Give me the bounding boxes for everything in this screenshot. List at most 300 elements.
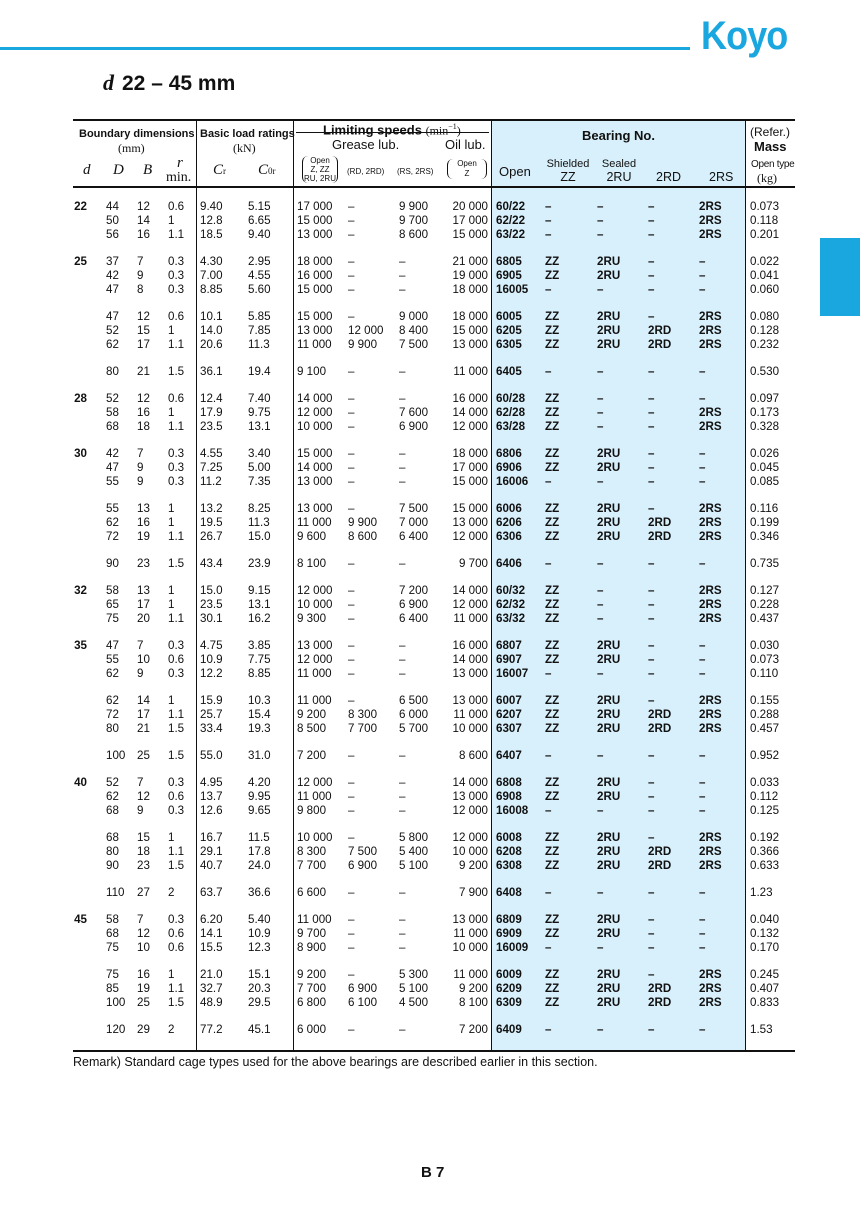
cell-C0r: 9.95 bbox=[248, 790, 271, 803]
cell-rd: 2RD bbox=[648, 530, 672, 543]
cell-g2: – bbox=[348, 406, 355, 419]
cell-D: 52 bbox=[106, 392, 119, 405]
cell-d: 25 bbox=[74, 255, 87, 268]
cell-B: 8 bbox=[137, 283, 144, 296]
cell-Cr: 40.7 bbox=[200, 859, 223, 872]
cell-D: 42 bbox=[106, 447, 119, 460]
cell-mass: 0.228 bbox=[750, 598, 780, 611]
cell-ru: 2RU bbox=[597, 255, 621, 268]
cell-mass: 0.080 bbox=[750, 310, 780, 323]
cell-C0r: 15.4 bbox=[248, 708, 271, 721]
cell-D: 56 bbox=[106, 228, 119, 241]
cell-g2: – bbox=[348, 831, 355, 844]
cell-oil: 15 000 bbox=[452, 228, 488, 241]
cell-g2: – bbox=[348, 653, 355, 666]
cell-no: 6208 bbox=[496, 845, 522, 858]
cell-g2: – bbox=[348, 639, 355, 652]
cell-mass: 0.022 bbox=[750, 255, 780, 268]
cell-mass: 0.125 bbox=[750, 804, 780, 817]
cell-C0r: 7.85 bbox=[248, 324, 271, 337]
cell-rs: – bbox=[699, 886, 706, 899]
cell-rd: – bbox=[648, 831, 655, 844]
cell-g3: – bbox=[399, 365, 406, 378]
cell-g1: 7 700 bbox=[297, 859, 327, 872]
mass-unit: (kg) bbox=[757, 171, 777, 185]
cell-g2: – bbox=[348, 694, 355, 707]
cell-D: 47 bbox=[106, 639, 119, 652]
cell-g2: – bbox=[348, 200, 355, 213]
cell-rs: – bbox=[699, 790, 706, 803]
cell-no: 6409 bbox=[496, 1023, 522, 1036]
cell-rd: 2RD bbox=[648, 982, 672, 995]
cell-rd: 2RD bbox=[648, 722, 672, 735]
cell-g3: – bbox=[399, 927, 406, 940]
cell-g2: – bbox=[348, 913, 355, 926]
cell-rs: 2RS bbox=[699, 530, 722, 543]
cell-ru: – bbox=[597, 475, 604, 488]
cell-zz: – bbox=[545, 804, 552, 817]
cell-zz: ZZ bbox=[545, 310, 560, 323]
cell-rs: 2RS bbox=[699, 516, 722, 529]
cell-Cr: 55.0 bbox=[200, 749, 223, 762]
cell-ru: – bbox=[597, 228, 604, 241]
cell-Cr: 13.2 bbox=[200, 502, 223, 515]
cell-g2: – bbox=[348, 283, 355, 296]
col-sep-2 bbox=[293, 119, 294, 1051]
cell-rd: – bbox=[648, 886, 655, 899]
cell-mass: 0.110 bbox=[750, 667, 779, 680]
cell-D: 85 bbox=[106, 982, 119, 995]
cell-g1: 10 000 bbox=[297, 420, 333, 433]
cell-C0r: 4.55 bbox=[248, 269, 271, 282]
cell-g3: 4 500 bbox=[399, 996, 429, 1009]
cell-g2: 12 000 bbox=[348, 324, 384, 337]
cell-D: 52 bbox=[106, 776, 119, 789]
cell-no: 6805 bbox=[496, 255, 522, 268]
cell-no: 6005 bbox=[496, 310, 522, 323]
load-unit: (kN) bbox=[233, 141, 256, 155]
cell-zz: – bbox=[545, 667, 552, 680]
refer-label: (Refer.) bbox=[750, 125, 791, 139]
cell-C0r: 5.85 bbox=[248, 310, 271, 323]
cell-rd: – bbox=[648, 502, 655, 515]
cell-zz: ZZ bbox=[545, 790, 560, 803]
cell-g1: 9 800 bbox=[297, 804, 327, 817]
cell-Cr: 4.75 bbox=[200, 639, 223, 652]
cell-g2: 6 900 bbox=[348, 859, 378, 872]
cell-g1: 8 900 bbox=[297, 941, 327, 954]
cell-r: 1.5 bbox=[168, 365, 185, 378]
cell-C0r: 11.3 bbox=[248, 516, 270, 529]
cell-Cr: 6.20 bbox=[200, 913, 223, 926]
cell-mass: 0.173 bbox=[750, 406, 780, 419]
cell-oil: 14 000 bbox=[452, 776, 488, 789]
cell-rs: – bbox=[699, 653, 706, 666]
cell-g3: 7 600 bbox=[399, 406, 429, 419]
cell-C0r: 8.85 bbox=[248, 667, 271, 680]
cell-C0r: 10.9 bbox=[248, 927, 271, 940]
cell-C0r: 5.60 bbox=[248, 283, 271, 296]
cell-mass: 0.457 bbox=[750, 722, 780, 735]
cell-mass: 0.030 bbox=[750, 639, 780, 652]
cell-r: 0.3 bbox=[168, 913, 185, 926]
col-r: r bbox=[177, 155, 183, 171]
cell-g1: 15 000 bbox=[297, 283, 333, 296]
cell-no: 63/22 bbox=[496, 228, 526, 241]
cell-B: 10 bbox=[137, 653, 150, 666]
grease-rd-col: (RD, 2RD) bbox=[347, 167, 385, 176]
cell-no: 6009 bbox=[496, 968, 522, 981]
cell-mass: 0.033 bbox=[750, 776, 780, 789]
cell-ru: – bbox=[597, 612, 604, 625]
cell-rd: – bbox=[648, 913, 655, 926]
cell-ru: – bbox=[597, 392, 604, 405]
cell-rd: – bbox=[648, 1023, 655, 1036]
cell-g1: 14 000 bbox=[297, 392, 333, 405]
cell-D: 47 bbox=[106, 283, 119, 296]
cell-mass: 0.735 bbox=[750, 557, 780, 570]
cell-D: 75 bbox=[106, 612, 119, 625]
cell-B: 29 bbox=[137, 1023, 150, 1036]
cell-rd: – bbox=[648, 749, 655, 762]
cell-g3: 5 100 bbox=[399, 982, 429, 995]
cell-C0r: 29.5 bbox=[248, 996, 271, 1009]
cell-r: 1.1 bbox=[168, 612, 185, 625]
brand-logo: Koyo bbox=[701, 14, 788, 58]
cell-C0r: 7.35 bbox=[248, 475, 271, 488]
cell-g1: 8 300 bbox=[297, 845, 327, 858]
cell-r: 1 bbox=[168, 502, 175, 515]
cell-ru: – bbox=[597, 584, 604, 597]
cell-g2: – bbox=[348, 557, 355, 570]
cell-oil: 20 000 bbox=[452, 200, 488, 213]
cell-r: 1 bbox=[168, 516, 175, 529]
cell-r: 0.6 bbox=[168, 200, 185, 213]
cell-C0r: 45.1 bbox=[248, 1023, 271, 1036]
cell-g3: 7 500 bbox=[399, 502, 429, 515]
cell-g1: 12 000 bbox=[297, 776, 333, 789]
bearing-no-header: Bearing No. bbox=[582, 128, 655, 143]
cell-mass: 0.833 bbox=[750, 996, 780, 1009]
cell-mass: 0.060 bbox=[750, 283, 780, 296]
cell-r: 1.5 bbox=[168, 722, 185, 735]
heading-symbol: d bbox=[103, 70, 114, 95]
cell-oil: 15 000 bbox=[452, 502, 488, 515]
cell-rd: – bbox=[648, 694, 655, 707]
cell-ru: 2RU bbox=[597, 708, 621, 721]
cell-rd: – bbox=[648, 804, 655, 817]
cell-zz: ZZ bbox=[545, 392, 560, 405]
cell-rd: – bbox=[648, 269, 655, 282]
cell-zz: ZZ bbox=[545, 598, 560, 611]
cell-ru: 2RU bbox=[597, 982, 621, 995]
cell-Cr: 32.7 bbox=[200, 982, 223, 995]
cell-g2: 8 300 bbox=[348, 708, 378, 721]
cell-D: 62 bbox=[106, 694, 119, 707]
cell-g3: – bbox=[399, 886, 406, 899]
cell-mass: 1.53 bbox=[750, 1023, 773, 1036]
cell-oil: 12 000 bbox=[452, 530, 488, 543]
cell-mass: 0.407 bbox=[750, 982, 780, 995]
cell-no: 6905 bbox=[496, 269, 522, 282]
cell-g1: 11 000 bbox=[297, 913, 332, 926]
cell-rs: 2RS bbox=[699, 722, 722, 735]
cell-rs: 2RS bbox=[699, 338, 722, 351]
cell-mass: 0.170 bbox=[750, 941, 780, 954]
cell-g2: – bbox=[348, 1023, 355, 1036]
cell-Cr: 29.1 bbox=[200, 845, 223, 858]
cell-Cr: 21.0 bbox=[200, 968, 223, 981]
cell-g3: – bbox=[399, 749, 406, 762]
cell-B: 16 bbox=[137, 516, 150, 529]
cell-g3: – bbox=[399, 392, 406, 405]
cell-no: 16005 bbox=[496, 283, 529, 296]
cell-rd: – bbox=[648, 447, 655, 460]
cell-D: 52 bbox=[106, 324, 119, 337]
cell-mass: 0.085 bbox=[750, 475, 780, 488]
cell-zz: ZZ bbox=[545, 694, 560, 707]
cell-d: 45 bbox=[74, 913, 87, 926]
cell-g3: 7 000 bbox=[399, 516, 429, 529]
cell-rs: – bbox=[699, 461, 706, 474]
cell-D: 47 bbox=[106, 310, 119, 323]
cell-r: 0.6 bbox=[168, 653, 185, 666]
cell-rs: – bbox=[699, 639, 706, 652]
cell-B: 20 bbox=[137, 612, 150, 625]
cell-ru: 2RU bbox=[597, 776, 621, 789]
cell-ru: 2RU bbox=[597, 927, 621, 940]
cell-Cr: 4.95 bbox=[200, 776, 223, 789]
cell-rs: – bbox=[699, 941, 706, 954]
cell-oil: 8 100 bbox=[458, 996, 488, 1009]
cell-rs: 2RS bbox=[699, 598, 722, 611]
cell-g1: 13 000 bbox=[297, 639, 333, 652]
cell-Cr: 13.7 bbox=[200, 790, 223, 803]
cell-C0r: 5.15 bbox=[248, 200, 271, 213]
cell-D: 75 bbox=[106, 968, 119, 981]
cell-D: 55 bbox=[106, 653, 119, 666]
grease-rs-col: (RS, 2RS) bbox=[397, 167, 434, 176]
cell-no: 16008 bbox=[496, 804, 529, 817]
cell-ru: – bbox=[597, 1023, 604, 1036]
cell-rd: – bbox=[648, 790, 655, 803]
cell-oil: 16 000 bbox=[452, 639, 488, 652]
cell-Cr: 12.6 bbox=[200, 804, 223, 817]
cell-zz: ZZ bbox=[545, 708, 560, 721]
cell-D: 100 bbox=[106, 996, 126, 1009]
cell-ru: 2RU bbox=[597, 996, 621, 1009]
cell-mass: 0.132 bbox=[750, 927, 780, 940]
cell-r: 0.6 bbox=[168, 927, 185, 940]
cell-C0r: 15.1 bbox=[248, 968, 271, 981]
cell-rs: – bbox=[699, 475, 706, 488]
col-c0r: C0r bbox=[258, 162, 276, 178]
cell-mass: 0.118 bbox=[750, 214, 779, 227]
cell-Cr: 10.9 bbox=[200, 653, 223, 666]
cell-g3: – bbox=[399, 790, 406, 803]
cell-rs: 2RS bbox=[699, 420, 722, 433]
cell-ru: 2RU bbox=[597, 913, 621, 926]
cell-rd: – bbox=[648, 927, 655, 940]
cell-C0r: 17.8 bbox=[248, 845, 271, 858]
cell-D: 80 bbox=[106, 845, 119, 858]
cell-C0r: 5.40 bbox=[248, 913, 271, 926]
cell-B: 9 bbox=[137, 461, 144, 474]
cell-rs: – bbox=[699, 667, 706, 680]
cell-r: 0.6 bbox=[168, 941, 185, 954]
cell-r: 0.3 bbox=[168, 255, 185, 268]
col-open: Open bbox=[499, 164, 531, 179]
cell-oil: 14 000 bbox=[452, 584, 488, 597]
cell-D: 58 bbox=[106, 584, 119, 597]
cell-B: 17 bbox=[137, 598, 150, 611]
cell-g3: – bbox=[399, 557, 406, 570]
cell-mass: 0.437 bbox=[750, 612, 780, 625]
cell-oil: 14 000 bbox=[452, 653, 488, 666]
cell-g3: 5 100 bbox=[399, 859, 429, 872]
cell-C0r: 3.85 bbox=[248, 639, 271, 652]
cell-g1: 8 100 bbox=[297, 557, 327, 570]
cell-Cr: 23.5 bbox=[200, 598, 223, 611]
cell-zz: ZZ bbox=[545, 338, 560, 351]
cell-D: 80 bbox=[106, 722, 119, 735]
cell-zz: ZZ bbox=[545, 324, 560, 337]
cell-g3: – bbox=[399, 447, 406, 460]
cell-Cr: 77.2 bbox=[200, 1023, 223, 1036]
cell-D: 100 bbox=[106, 749, 126, 762]
cell-oil: 9 200 bbox=[458, 982, 488, 995]
cell-rs: – bbox=[699, 557, 706, 570]
cell-B: 12 bbox=[137, 310, 150, 323]
cell-r: 0.3 bbox=[168, 461, 185, 474]
cell-B: 7 bbox=[137, 913, 144, 926]
cell-zz: ZZ bbox=[545, 653, 560, 666]
cell-g1: 10 000 bbox=[297, 598, 333, 611]
cell-mass: 0.201 bbox=[750, 228, 780, 241]
cell-C0r: 5.00 bbox=[248, 461, 271, 474]
cell-zz: ZZ bbox=[545, 461, 560, 474]
cell-g2: – bbox=[348, 804, 355, 817]
cell-Cr: 16.7 bbox=[200, 831, 223, 844]
cell-zz: ZZ bbox=[545, 584, 560, 597]
cell-no: 6206 bbox=[496, 516, 522, 529]
cell-g1: 12 000 bbox=[297, 584, 333, 597]
cell-rd: – bbox=[648, 653, 655, 666]
cell-oil: 12 000 bbox=[452, 420, 488, 433]
cell-rd: 2RD bbox=[648, 845, 672, 858]
cell-r: 1.5 bbox=[168, 996, 185, 1009]
cell-g3: 6 400 bbox=[399, 612, 429, 625]
cell-rs: 2RS bbox=[699, 996, 722, 1009]
cell-rs: – bbox=[699, 913, 706, 926]
cell-D: 80 bbox=[106, 365, 119, 378]
cell-d: 30 bbox=[74, 447, 87, 460]
cell-mass: 0.155 bbox=[750, 694, 780, 707]
cell-oil: 21 000 bbox=[452, 255, 488, 268]
cell-g3: 8 400 bbox=[399, 324, 429, 337]
cell-oil: 13 000 bbox=[452, 694, 488, 707]
cell-oil: 14 000 bbox=[452, 406, 488, 419]
cell-d: 35 bbox=[74, 639, 87, 652]
cell-oil: 18 000 bbox=[452, 447, 488, 460]
cell-g3: 6 500 bbox=[399, 694, 429, 707]
col-cr: Cr bbox=[213, 162, 227, 178]
cell-g3: 5 300 bbox=[399, 968, 429, 981]
cell-B: 21 bbox=[137, 722, 150, 735]
section-tab bbox=[820, 238, 860, 316]
cell-g3: – bbox=[399, 269, 406, 282]
cell-Cr: 4.30 bbox=[200, 255, 223, 268]
cell-g2: – bbox=[348, 927, 355, 940]
cell-no: 6006 bbox=[496, 502, 522, 515]
cell-d: 28 bbox=[74, 392, 87, 405]
cell-no: 60/28 bbox=[496, 392, 526, 405]
cell-rs: – bbox=[699, 447, 706, 460]
cell-B: 13 bbox=[137, 584, 150, 597]
cell-g1: 12 000 bbox=[297, 406, 333, 419]
cell-mass: 0.073 bbox=[750, 200, 780, 213]
cell-zz: ZZ bbox=[545, 859, 560, 872]
cell-Cr: 43.4 bbox=[200, 557, 223, 570]
cell-B: 21 bbox=[137, 365, 150, 378]
cell-r: 1 bbox=[168, 324, 175, 337]
cell-ru: – bbox=[597, 667, 604, 680]
cell-B: 9 bbox=[137, 475, 144, 488]
cell-r: 1.5 bbox=[168, 859, 185, 872]
cell-g3: 8 600 bbox=[399, 228, 429, 241]
cell-zz: – bbox=[545, 475, 552, 488]
cell-zz: ZZ bbox=[545, 639, 560, 652]
cell-rs: – bbox=[699, 269, 706, 282]
cell-Cr: 15.9 bbox=[200, 694, 223, 707]
cell-no: 6307 bbox=[496, 722, 522, 735]
cell-rs: 2RS bbox=[699, 214, 722, 227]
cell-g1: 7 700 bbox=[297, 982, 327, 995]
cell-B: 14 bbox=[137, 694, 150, 707]
cell-B: 19 bbox=[137, 982, 150, 995]
cell-g2: – bbox=[348, 612, 355, 625]
cell-Cr: 36.1 bbox=[200, 365, 223, 378]
cell-zz: ZZ bbox=[545, 982, 560, 995]
cell-rs: 2RS bbox=[699, 502, 722, 515]
cell-Cr: 12.8 bbox=[200, 214, 223, 227]
cell-no: 63/32 bbox=[496, 612, 526, 625]
cell-D: 62 bbox=[106, 790, 119, 803]
cell-ru: – bbox=[597, 214, 604, 227]
cell-no: 6306 bbox=[496, 530, 522, 543]
cell-rs: 2RS bbox=[699, 584, 722, 597]
cell-D: 68 bbox=[106, 420, 119, 433]
cell-B: 25 bbox=[137, 749, 150, 762]
cell-g1: 9 200 bbox=[297, 968, 327, 981]
cell-D: 90 bbox=[106, 859, 119, 872]
cell-no: 6406 bbox=[496, 557, 522, 570]
cell-rd: – bbox=[648, 475, 655, 488]
cell-oil: 17 000 bbox=[452, 461, 488, 474]
cell-mass: 0.127 bbox=[750, 584, 780, 597]
cell-mass: 0.633 bbox=[750, 859, 780, 872]
cell-B: 15 bbox=[137, 324, 150, 337]
cell-Cr: 19.5 bbox=[200, 516, 223, 529]
cell-ru: – bbox=[597, 200, 604, 213]
cell-zz: ZZ bbox=[545, 255, 560, 268]
cell-zz: ZZ bbox=[545, 913, 560, 926]
cell-no: 6807 bbox=[496, 639, 522, 652]
cell-g3: – bbox=[399, 255, 406, 268]
cell-Cr: 33.4 bbox=[200, 722, 223, 735]
cell-oil: 12 000 bbox=[452, 831, 488, 844]
col-d: d bbox=[83, 162, 91, 178]
